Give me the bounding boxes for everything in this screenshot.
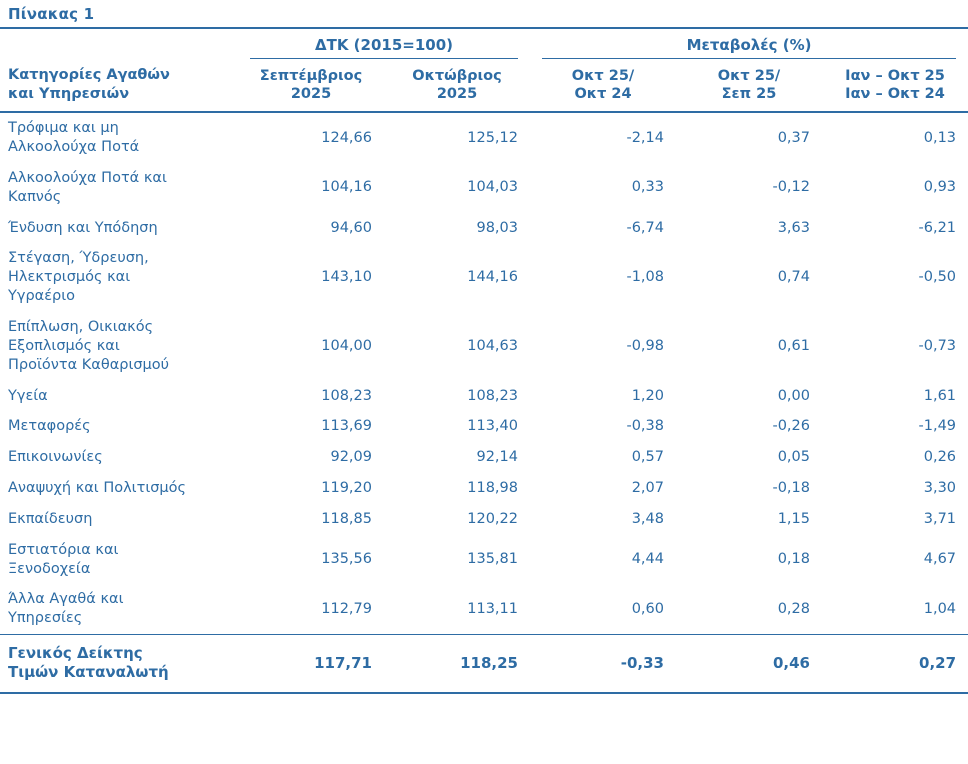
- row-label-line2: Ξενοδοχεία: [8, 560, 91, 577]
- cell-oct-mom: -0,18: [772, 480, 810, 497]
- cell-oct-yoy: 1,20: [631, 387, 664, 404]
- cell-jan-oct: 0,93: [923, 179, 957, 196]
- cell-oct-yoy: 4,44: [631, 551, 664, 568]
- row-label: [0, 163, 238, 213]
- cell-oct2025: 118,98: [467, 480, 518, 497]
- header-col-oct-yoy-line2: Οκτ 24: [574, 86, 632, 103]
- header-group-changes: [530, 28, 968, 63]
- cell-oct-yoy: 0,60: [631, 600, 664, 617]
- row-label-line1: Αναψυχή και Πολιτισμός: [8, 480, 187, 497]
- cell-oct2025: 144,16: [467, 269, 518, 286]
- row-label-line1: Τρόφιμα και μη: [8, 120, 119, 137]
- table-row: [0, 213, 968, 244]
- total-cell-oct-mom: 0,46: [772, 653, 810, 672]
- table-body: [0, 112, 968, 692]
- header-col-jan-oct-line2: Ιαν – Οκτ 24: [845, 86, 945, 103]
- row-label-line3: Υγραέριο: [8, 288, 76, 305]
- total-row-label-line1: Γενικός Δείκτης: [8, 644, 143, 663]
- row-label-line1: Επικοινωνίες: [8, 449, 103, 466]
- cell-oct2025: 98,03: [476, 219, 518, 236]
- header-col-sep2025: [238, 63, 384, 112]
- header-col-oct2025-line2: 2025: [436, 86, 478, 103]
- cell-sep2025: 104,16: [321, 179, 372, 196]
- cell-oct-mom: 0,05: [777, 449, 810, 466]
- table-row: [0, 243, 968, 312]
- cell-jan-oct: -0,50: [918, 269, 957, 286]
- table-row: [0, 442, 968, 473]
- table-row: [0, 535, 968, 585]
- row-label-line1: Επίπλωση, Οικιακός: [8, 319, 154, 335]
- row-label-line1: Εκπαίδευση: [8, 510, 93, 527]
- total-row-label: [0, 635, 238, 693]
- table-row: [0, 381, 968, 412]
- cell-oct2025: 125,12: [467, 129, 518, 146]
- row-label: [0, 112, 238, 163]
- cell-sep2025: 143,10: [321, 269, 372, 286]
- header-col-oct-mom: [676, 63, 822, 112]
- table-row: [0, 584, 968, 634]
- cell-oct-mom: -0,12: [772, 179, 810, 196]
- cell-sep2025: 113,69: [321, 418, 372, 435]
- cell-sep2025: 92,09: [330, 449, 372, 466]
- row-label: [0, 504, 238, 535]
- cell-oct2025: 113,11: [467, 600, 518, 617]
- table-row: [0, 163, 968, 213]
- header-col-oct-yoy-line1: Οκτ 25/: [571, 68, 635, 84]
- total-cell-sep2025: 117,71: [314, 653, 372, 672]
- header-col-jan-oct: [822, 63, 968, 112]
- row-label-line2: Υπηρεσίες: [8, 610, 83, 627]
- cell-sep2025: 124,66: [321, 129, 372, 146]
- header-col-oct2025-line1: Οκτώβριος: [412, 68, 502, 84]
- row-label: [0, 381, 238, 412]
- cell-oct-mom: -0,26: [772, 418, 810, 435]
- table-caption: Πίνακας 1: [8, 5, 95, 23]
- cell-sep2025: 108,23: [321, 387, 372, 404]
- table-row: [0, 112, 968, 163]
- row-label: [0, 535, 238, 585]
- header-col-sep2025-line1: Σεπτέμβριος: [259, 68, 363, 84]
- cell-jan-oct: 0,26: [923, 449, 957, 466]
- row-label: [0, 411, 238, 442]
- row-label-line2: Καπνός: [8, 188, 62, 205]
- table-row: [0, 473, 968, 504]
- cell-jan-oct: 1,61: [923, 387, 957, 404]
- cell-oct-mom: 0,37: [777, 129, 810, 146]
- header-group-index: [238, 28, 530, 63]
- cell-oct2025: 104,63: [467, 337, 518, 354]
- row-label: [0, 473, 238, 504]
- cell-oct-mom: 0,61: [777, 337, 810, 354]
- cell-sep2025: 135,56: [321, 551, 372, 568]
- row-label-line1: Μεταφορές: [8, 418, 91, 435]
- row-label: [0, 312, 238, 381]
- row-label: [0, 442, 238, 473]
- cell-oct-yoy: -6,74: [626, 219, 664, 236]
- cell-sep2025: 119,20: [321, 480, 372, 497]
- table-row: [0, 504, 968, 535]
- cell-jan-oct: 3,30: [923, 480, 957, 497]
- row-label: [0, 584, 238, 634]
- header-col-oct-yoy: [530, 63, 676, 112]
- header-group-row: [0, 28, 968, 63]
- total-cell-jan-oct: 0,27: [919, 653, 957, 672]
- cell-jan-oct: 0,13: [923, 129, 957, 146]
- cell-oct-mom: 1,15: [777, 510, 810, 527]
- cpi-table: [0, 27, 968, 694]
- total-cell-oct-yoy: -0,33: [620, 653, 664, 672]
- cell-sep2025: 104,00: [321, 337, 372, 354]
- cell-oct2025: 120,22: [467, 510, 518, 527]
- table-row: [0, 411, 968, 442]
- total-cell-oct2025: 118,25: [460, 653, 518, 672]
- header-row-label: [0, 28, 238, 112]
- cell-oct-mom: 0,00: [777, 387, 810, 404]
- header-col-oct-mom-line1: Οκτ 25/: [717, 68, 781, 84]
- cell-sep2025: 112,79: [321, 600, 372, 617]
- total-row-label-line2: Τιμών Καταναλωτή: [8, 663, 169, 682]
- row-label-line1: Ένδυση και Υπόδηση: [8, 219, 158, 236]
- header-row-label-line1: Κατηγορίες Αγαθών: [8, 67, 170, 84]
- cell-oct-yoy: 2,07: [631, 480, 664, 497]
- header-col-jan-oct-line1: Ιαν – Οκτ 25: [845, 68, 945, 84]
- row-label-line1: Υγεία: [8, 387, 48, 404]
- cell-oct2025: 135,81: [467, 551, 518, 568]
- cell-oct-mom: 0,74: [777, 269, 810, 286]
- cell-oct-yoy: 0,33: [631, 179, 664, 196]
- cell-oct2025: 92,14: [476, 449, 518, 466]
- cell-jan-oct: 1,04: [923, 600, 957, 617]
- cell-oct-yoy: -0,98: [626, 337, 664, 354]
- row-label-line3: Προϊόντα Καθαρισμού: [8, 356, 170, 373]
- row-label-line1: Εστιατόρια και: [8, 541, 119, 558]
- row-label-line2: Εξοπλισμός και: [8, 337, 120, 354]
- header-group-changes-label: Μεταβολές (%): [542, 36, 956, 59]
- row-label: [0, 243, 238, 312]
- header-col-sep2025-line2: 2025: [290, 86, 332, 103]
- cell-sep2025: 118,85: [321, 510, 372, 527]
- cell-oct-yoy: -1,08: [626, 269, 664, 286]
- row-label-line2: Ηλεκτρισμός και: [8, 269, 131, 286]
- cell-jan-oct: -6,21: [918, 219, 957, 236]
- header-col-oct2025: [384, 63, 530, 112]
- cell-oct-yoy: -0,38: [626, 418, 664, 435]
- cell-oct-mom: 3,63: [777, 219, 810, 236]
- cell-oct2025: 113,40: [467, 418, 518, 435]
- row-label-line1: Στέγαση, Ύδρευση,: [8, 250, 149, 267]
- cell-oct2025: 104,03: [467, 179, 518, 196]
- cell-sep2025: 94,60: [330, 219, 372, 236]
- cell-jan-oct: 4,67: [923, 551, 957, 568]
- header-col-oct-mom-line2: Σεπ 25: [721, 86, 777, 103]
- table-total-row: [0, 635, 968, 693]
- cell-oct2025: 108,23: [467, 387, 518, 404]
- row-label: [0, 213, 238, 244]
- row-label-line2: Αλκοολούχα Ποτά: [8, 139, 140, 156]
- cell-oct-yoy: 3,48: [631, 510, 664, 527]
- table-row: [0, 312, 968, 381]
- cell-jan-oct: -1,49: [918, 418, 957, 435]
- header-group-index-label: ΔΤΚ (2015=100): [250, 36, 518, 59]
- cell-jan-oct: -0,73: [918, 337, 957, 354]
- header-row-label-line2: και Υπηρεσιών: [8, 85, 130, 102]
- cell-oct-yoy: -2,14: [626, 129, 664, 146]
- cell-oct-mom: 0,18: [777, 551, 810, 568]
- table-header: [0, 28, 968, 112]
- cell-oct-yoy: 0,57: [631, 449, 664, 466]
- cell-oct-mom: 0,28: [777, 600, 810, 617]
- row-label-line1: Άλλα Αγαθά και: [8, 591, 124, 608]
- cell-jan-oct: 3,71: [923, 510, 957, 527]
- row-label-line1: Αλκοολούχα Ποτά και: [8, 169, 167, 186]
